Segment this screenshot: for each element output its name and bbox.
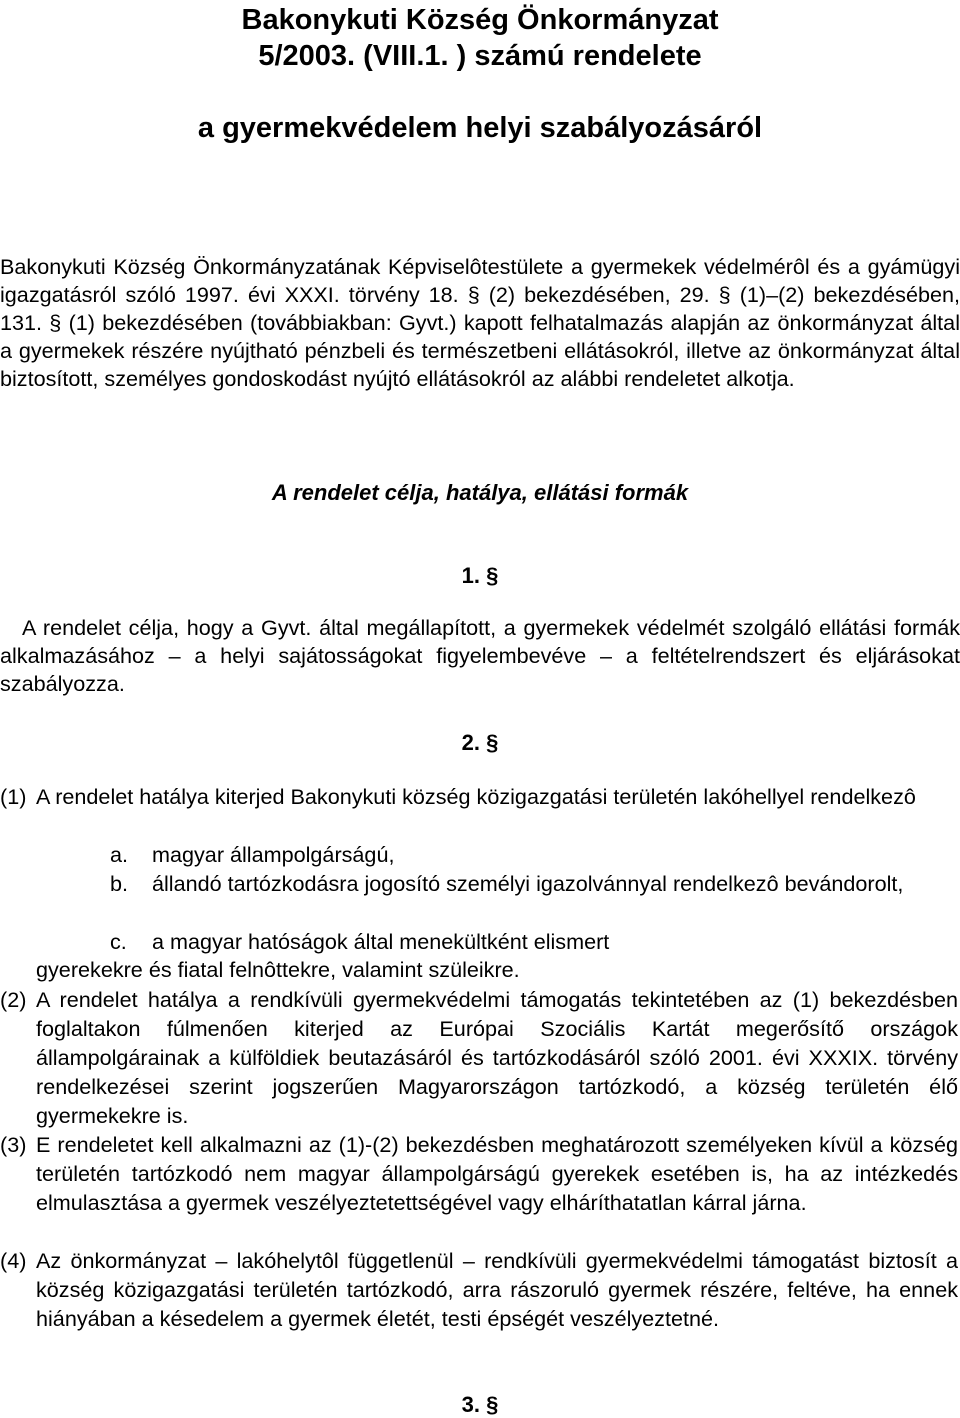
chapter-heading: A rendelet célja, hatálya, ellátási formák [271, 480, 689, 505]
paragraph-number: (4) [0, 1248, 27, 1273]
paragraph-number: (2) [0, 987, 27, 1012]
list-letter: a. [110, 842, 129, 867]
title-line-2: 5/2003. (VIII.1. ) számú rendelete [258, 40, 702, 72]
paragraph-text: Az önkormányzat – lakóhelytôl függetlenül – rendkívüli gyermekvédelmi támogatást biztosít a község közigazgatási területén tartózkodó, arra rászoruló gyermek részére, feltéve, ha ennek hiányában a késedelem a gyermek életét, testi épségét veszélyeztetné. [36, 1248, 958, 1331]
list-text: a magyar hatóságok által menekültként elismert [152, 929, 610, 954]
paragraph-2-4 [0, 1246, 958, 1333]
list-item-b [110, 870, 956, 898]
paragraph-continuation: gyerekekre és fiatal felnôttekre, valamint szüleikre. [36, 957, 520, 982]
list-item-c [110, 928, 956, 956]
paragraph-number: (1) [0, 784, 27, 809]
paragraph-text: E rendeletet kell alkalmazni az (1)-(2) bekezdésben meghatározott személyeken kívül a község területén tartózkodó nem magyar állampolgárságú gyerekek esetében is, ha az intézkedés elmulasztása a gyermek veszélyeztetettségével vagy elháríthatatlan kárral járna. [36, 1132, 958, 1215]
paragraph-2-2 [0, 985, 958, 1130]
preamble: Bakonykuti Község Önkormányzatának Képviselôtestülete a gyermekek védelmérôl és a gyámügyi igazgatásról szóló 1997. évi XXXI. törvény 18. § (2) bekezdésében, 29. § (1)–(2) bekezdésében, 131. § (1) bekezdésében (továbbiakban: Gyvt.) kapott felhatalmazás alapján az önkormányzat által a gyermekek részére nyújtható pénzbeli és természetbeni ellátásokról, illetve az önkormányzat által biztosított, személyes gondoskodást nyújtó ellátásokról az alábbi rendeletet alkotja. [0, 254, 960, 391]
section-number-1: 1. § [461, 563, 499, 588]
section-number-2: 2. § [461, 730, 499, 755]
list-text: állandó tartózkodásra jogosító személyi igazolvánnyal rendelkezô bevándorolt, [152, 871, 904, 896]
title-line-1: Bakonykuti Község Önkormányzat [241, 4, 719, 36]
paragraph-number: (3) [0, 1132, 27, 1157]
paragraph-text: A rendelet hatálya a rendkívüli gyermekvédelmi támogatás tekintetében az (1) bekezdésben foglaltakon fúlmenően kiterjed az Európai Szociális Kartát megerősítő országok állampolgárainak a külföldiek beutazásáról és tartózkodásáról szóló 2001. évi XXXIX. törvény rendelkezései szerint jogszerűen Magyarországon tartózkodó, a község területén élő gyermekekre is. [36, 987, 958, 1128]
list-letter: c. [110, 929, 127, 954]
section-number-3: 3. § [461, 1392, 499, 1417]
paragraph-2-3 [0, 1130, 958, 1217]
paragraph-2-1 [0, 782, 958, 811]
paragraph-text: A rendelet hatálya kiterjed Bakonykuti község közigazgatási területén lakóhellyel rendelkezô [36, 784, 916, 809]
document-title [0, 2, 960, 74]
list-letter: b. [110, 871, 129, 896]
list-text: magyar állampolgárságú, [152, 842, 395, 867]
list-item-a [110, 841, 956, 869]
section-1-text: A rendelet célja, hogy a Gyvt. által megállapított, a gyermekek védelmét szolgáló ellátási formák alkalmazásához – a helyi sajátosságokat figyelembevéve – a feltételrendszert és eljárásokat szabályozza. [0, 615, 960, 696]
document-subtitle: a gyermekvédelem helyi szabályozásáról [197, 112, 763, 144]
